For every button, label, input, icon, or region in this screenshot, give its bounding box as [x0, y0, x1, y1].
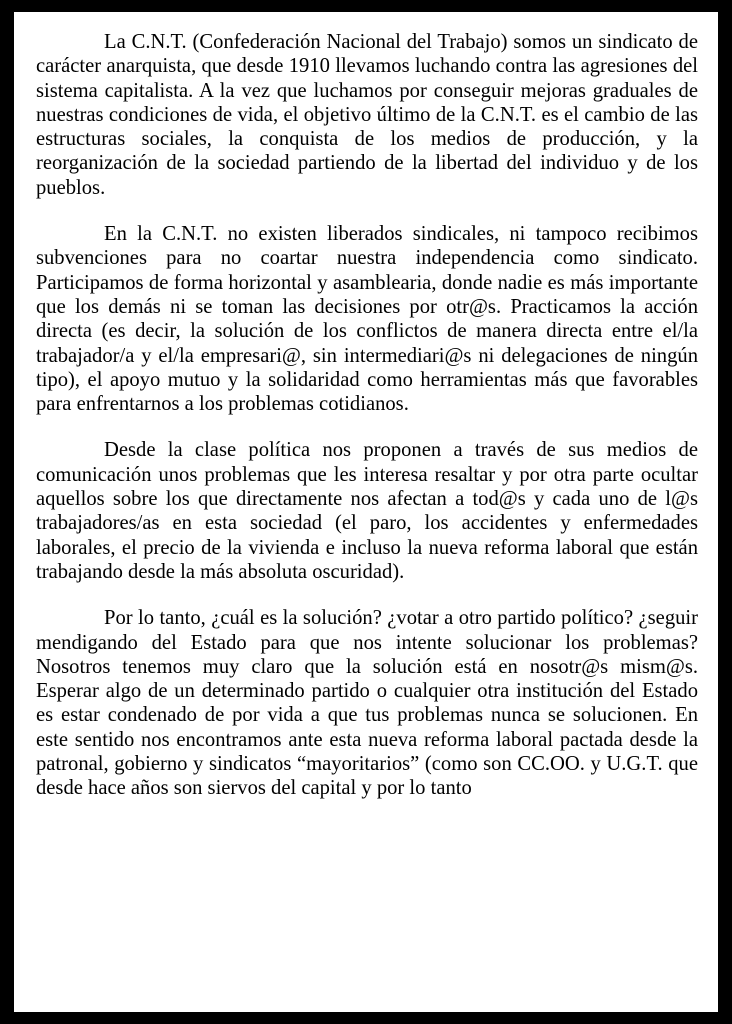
document-sheet	[14, 12, 718, 1012]
paragraph-clase-politica: Desde la clase política nos proponen a través de sus medios de comunicación unos problemas que les interesa resaltar y por otra parte ocultar aquellos sobre los que directamente nos afectan a tod@s y cada uno de l@s trabajadores/as en esta sociedad (el paro, los accidentes y enfermedades laborales, el precio de la vivienda e incluso la nueva reforma laboral que están trabajando desde la más absoluta oscuridad).	[36, 439, 698, 583]
paragraph-cual-es-la-solucion: Por lo tanto, ¿cuál es la solución? ¿votar a otro partido político? ¿seguir mendigando del Estado para que nos intente solucionar los problemas? Nosotros tenemos muy claro que la solución está en nosotr@s mism@s. Esperar algo de un determinado partido o cualquier otra institución del Estado es estar condenado de por vida a que tus problemas nunca se solucionen. En este sentido nos encontramos ante esta nueva reforma laboral pactada desde la patronal, gobierno y sindicatos “mayoritarios” (como son CC.OO. y U.G.T. que desde hace años son siervos del capital y por lo tanto	[36, 607, 698, 800]
paragraph-cnt-introduction: La C.N.T. (Confederación Nacional del Trabajo) somos un sindicato de carácter anarquista, que desde 1910 llevamos luchando contra las agresiones del sistema capitalista. A la vez que luchamos por conseguir mejoras graduales de nuestras condiciones de vida, el objetivo último de la C.N.T. es el cambio de las estructuras sociales, la conquista de los medios de producción, y la reorganización de la sociedad partiendo de la libertad del individuo y de los pueblos.	[36, 31, 698, 199]
paragraph-no-liberados: En la C.N.T. no existen liberados sindicales, ni tampoco recibimos subvenciones para no coartar nuestra independencia como sindicato. Participamos de forma horizontal y asamblearia, donde nadie es más importante que los demás ni se toman las decisiones por otr@s. Practicamos la acción directa (es decir, la solución de los conflictos de manera directa entre el/la trabajador/a y el/la empresari@, sin intermediari@s ni delegaciones de ningún tipo), el apoyo mutuo y la solidaridad como herramientas más que favorables para enfrentarnos a los problemas cotidianos.	[36, 223, 698, 416]
